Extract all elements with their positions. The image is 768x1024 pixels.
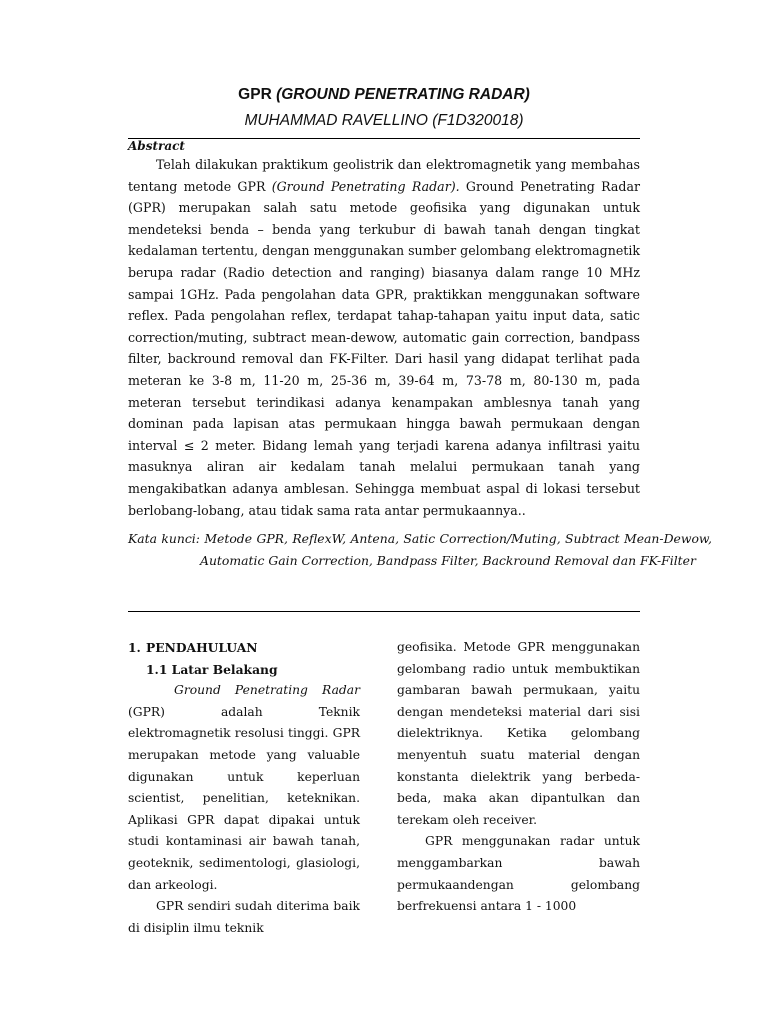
keywords: Kata kunci: Metode GPR, ReflexW, Antena, Satic Correction/Muting, Subtract Mean-Dewow, Automatic Gain Correction, Bandpass Filter, Backround Removal dan FK-Filter — [128, 531, 712, 568]
paragraph: GPR menggunakan radar untuk menggambarkan bawah permukaandengan gelombang berfrekuensi antara 1 - 1000 — [397, 834, 640, 914]
abstract-body: Telah dilakukan praktikum geolistrik dan elektromagnetik yang membahas tentang metode GPR (Ground Penetrating Radar). Ground Penetrating Radar (GPR) merupakan salah satu metode geofisika yang digunakan untuk mendeteksi benda – benda yang terkubur di bawah tanah dengan tingkat kedalaman tertentu, dengan menggunakan sumber gelombang elektromagnetik berupa radar (Radio detection and ranging) biasanya dalam range 10 MHz sampai 1GHz. Pada pengolahan data GPR, praktikkan menggunakan software reflex. Pada pengolahan reflex, terdapat tahap-tahapan yaitu input data, satic correction/muting, subtract mean-dewow, automatic gain correction, bandpass filter, backround removal dan FK-Filter. Dari hasil yang didapat terlihat pada meteran ke 3-8 m, 11-20 m, 25-36 m, 39-64 m, 73-78 m, 80-130 m, pada meteran tersebut terindikasi adanya kenampakan amblesnya tanah yang dominan pada lapisan atas permukaan hingga bawah permukaan dengan interval ≤ 2 meter. Bidang lemah yang terjadi karena adanya infiltrasi yaitu masuknya aliran air kedalam tanah melalui permukaan tanah yang mengakibatkan adanya amblesan. Sehingga membuat aspal di lokasi tersebut berlobang-lobang, atau tidak sama rata antar permukaannya.. — [128, 157, 640, 518]
paragraph: geofisika. Metode GPR menggunakan gelombang radio untuk membuktikan gambaran bawah permukaan, yaitu dengan mendeteksi material dari sisi dielektriknya. Ketika gelombang menyentuh suatu material dengan konstanta dielektrik yang berbeda-beda, maka akan dipantulkan dan terekam oleh receiver. — [397, 640, 640, 827]
left-column — [128, 637, 360, 939]
paragraph: Ground Penetrating Radar (GPR) adalah Teknik elektromagnetik resolusi tinggi. GPR merupakan metode yang valuable digunakan untuk keperluan scientist, penelitian, keteknikan. Aplikasi GPR dapat dipakai untuk studi kontaminasi air bawah tanah, geoteknik, sedimentologi, glasiologi, dan arkeologi. — [128, 683, 360, 892]
section-heading: 1. PENDAHULUAN — [128, 640, 258, 655]
right-column — [397, 637, 640, 918]
paragraph: GPR sendiri sudah diterima baik di disiplin ilmu teknik — [128, 899, 360, 935]
paper-title: GPR (GROUND PENETRATING RADAR) — [238, 86, 530, 103]
author-line: MUHAMMAD RAVELLINO (F1D320018) — [244, 112, 524, 129]
section-rule — [128, 611, 640, 612]
abstract-label: Abstract — [128, 139, 185, 153]
top-rule — [128, 138, 640, 139]
subsection-heading: 1.1 Latar Belakang — [146, 661, 278, 677]
